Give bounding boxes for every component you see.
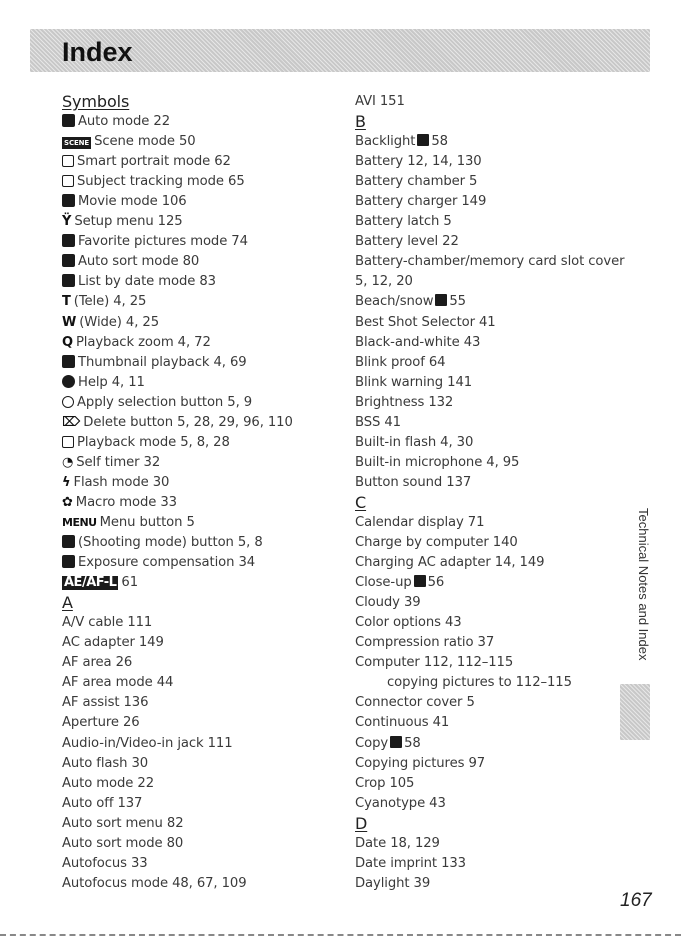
side-tab-marker bbox=[620, 684, 650, 740]
entry-text: Date imprint 133 bbox=[355, 855, 466, 871]
index-entry bbox=[355, 774, 645, 794]
macro-icon: ✿ bbox=[62, 494, 73, 510]
index-entry bbox=[62, 533, 322, 553]
index-entry bbox=[355, 272, 645, 292]
entry-text: Cloudy 39 bbox=[355, 595, 421, 611]
camera-icon bbox=[62, 114, 75, 127]
entry-text: (Shooting mode) button 5, 8 bbox=[78, 535, 263, 551]
index-entry bbox=[62, 854, 322, 874]
entry-text: Black-and-white 43 bbox=[355, 334, 481, 350]
entry-text: Scene mode 50 bbox=[94, 134, 196, 150]
entry-text: Computer 112, 112–115 bbox=[355, 655, 514, 671]
movie-icon bbox=[62, 194, 75, 207]
entry-text: B bbox=[355, 112, 366, 132]
entry-text: Exposure compensation 34 bbox=[78, 555, 256, 571]
index-entry bbox=[355, 212, 645, 232]
index-entry bbox=[62, 713, 322, 733]
entry-text: (Wide) 4, 25 bbox=[79, 314, 159, 330]
entry-text: Auto sort mode 80 bbox=[78, 254, 200, 270]
entry-text: 61 bbox=[121, 575, 139, 591]
entry-text: Calendar display 71 bbox=[355, 514, 485, 530]
favorite-icon bbox=[62, 234, 75, 247]
entry-text: Subject tracking mode 65 bbox=[77, 174, 245, 190]
entry-text: Autofocus 33 bbox=[62, 855, 148, 871]
index-entry bbox=[62, 373, 322, 393]
index-entry bbox=[62, 553, 322, 573]
index-entry bbox=[62, 232, 322, 252]
entry-text: Aperture 26 bbox=[62, 715, 140, 731]
index-entry bbox=[62, 513, 322, 533]
entry-text: Delete button 5, 28, 29, 96, 110 bbox=[83, 414, 293, 430]
index-entry bbox=[62, 734, 322, 754]
entry-text: Setup menu 125 bbox=[74, 214, 183, 230]
index-entry bbox=[355, 353, 645, 373]
entry-text: Auto mode 22 bbox=[62, 775, 154, 791]
index-entry bbox=[355, 633, 645, 653]
wide-icon: W bbox=[62, 314, 77, 330]
entry-text: copying pictures to 112–115 bbox=[387, 675, 572, 691]
section-heading bbox=[355, 112, 645, 132]
index-entry bbox=[62, 673, 322, 693]
index-entry bbox=[62, 313, 322, 333]
index-entry bbox=[355, 573, 645, 593]
entry-text: Playback mode 5, 8, 28 bbox=[77, 434, 230, 450]
entry-text: Macro mode 33 bbox=[75, 494, 177, 510]
index-entry bbox=[355, 473, 645, 493]
index-entry bbox=[62, 192, 322, 212]
index-entry bbox=[355, 553, 645, 573]
entry-text: Auto off 137 bbox=[62, 795, 143, 811]
index-entry bbox=[355, 854, 645, 874]
index-entry bbox=[62, 433, 322, 453]
entry-text: Copy bbox=[355, 735, 389, 751]
entry-text: AC adapter 149 bbox=[62, 635, 164, 651]
entry-text: Charge by computer 140 bbox=[355, 535, 518, 551]
entry-text: Self timer 32 bbox=[76, 454, 161, 470]
entry-text: Built-in flash 4, 30 bbox=[355, 434, 474, 450]
page-title: Index bbox=[62, 37, 133, 67]
entry-text: Copying pictures 97 bbox=[355, 755, 486, 771]
entry-text: D bbox=[355, 813, 368, 833]
entry-text: AF assist 136 bbox=[62, 695, 149, 711]
entry-page: 58 bbox=[404, 735, 421, 751]
entry-text: Compression ratio 37 bbox=[355, 635, 495, 651]
index-entry bbox=[355, 613, 645, 633]
exposure-icon bbox=[62, 555, 75, 568]
entry-text: Blink warning 141 bbox=[355, 374, 473, 390]
index-entry bbox=[62, 693, 322, 713]
entry-text: AVI 151 bbox=[355, 94, 405, 109]
entry-text: Playback zoom 4, 72 bbox=[75, 334, 211, 350]
entry-text: A bbox=[62, 593, 73, 613]
entry-text: Color options 43 bbox=[355, 615, 462, 631]
entry-text: Auto sort mode 80 bbox=[62, 835, 184, 851]
entry-text: Auto mode 22 bbox=[78, 114, 170, 130]
index-entry bbox=[62, 212, 322, 232]
index-entry bbox=[62, 473, 322, 493]
index-entry bbox=[62, 112, 322, 132]
index-entry bbox=[62, 814, 322, 834]
index-entry bbox=[355, 92, 645, 112]
delete-icon: ⌦ bbox=[62, 414, 81, 430]
index-entry bbox=[355, 593, 645, 613]
entry-text: Movie mode 106 bbox=[78, 194, 187, 210]
ok-icon bbox=[62, 396, 74, 408]
index-entry bbox=[355, 433, 645, 453]
index-entry bbox=[62, 653, 322, 673]
entry-text: Battery level 22 bbox=[355, 234, 459, 250]
playback-zoom-icon: Q bbox=[62, 334, 73, 350]
index-entry bbox=[62, 774, 322, 794]
entry-text: Close-up bbox=[355, 575, 412, 591]
index-entry bbox=[62, 393, 322, 413]
index-entry bbox=[62, 272, 322, 292]
index-entry bbox=[355, 453, 645, 473]
copy-icon bbox=[390, 736, 402, 748]
tele-icon: T bbox=[62, 294, 71, 310]
index-entry bbox=[355, 794, 645, 814]
index-entry bbox=[355, 874, 645, 894]
scene-icon: SCENE bbox=[64, 139, 90, 148]
entry-text: Favorite pictures mode 74 bbox=[78, 234, 248, 250]
index-entry bbox=[355, 734, 645, 754]
index-entry bbox=[355, 413, 645, 433]
page-number: 167 bbox=[620, 890, 652, 911]
index-entry bbox=[355, 673, 645, 693]
entry-text: Daylight 39 bbox=[355, 875, 431, 891]
entry-text: List by date mode 83 bbox=[78, 274, 216, 290]
entry-text: Crop 105 bbox=[355, 775, 415, 791]
index-entry bbox=[62, 573, 322, 593]
index-entry bbox=[62, 132, 322, 152]
entry-text: Battery chamber 5 bbox=[355, 174, 478, 190]
entry-page: 56 bbox=[427, 575, 445, 591]
index-entry bbox=[355, 513, 645, 533]
index-entry bbox=[62, 453, 322, 473]
index-entry bbox=[62, 613, 322, 633]
entry-text: C bbox=[355, 492, 367, 512]
index-entry bbox=[62, 834, 322, 854]
entry-page: 55 bbox=[449, 294, 466, 310]
index-entry bbox=[62, 172, 322, 192]
index-entry bbox=[355, 292, 645, 312]
index-entry bbox=[62, 493, 322, 513]
entry-text: A/V cable 111 bbox=[62, 615, 153, 631]
entry-text: Smart portrait mode 62 bbox=[77, 154, 231, 170]
entry-text: Blink proof 64 bbox=[355, 354, 446, 370]
help-icon bbox=[62, 375, 75, 388]
section-heading bbox=[355, 814, 645, 834]
index-entry bbox=[355, 834, 645, 854]
section-heading bbox=[62, 593, 322, 613]
entry-text: Best Shot Selector 41 bbox=[355, 314, 496, 330]
index-entry bbox=[62, 152, 322, 172]
index-entry bbox=[355, 192, 645, 212]
index-entry bbox=[355, 152, 645, 172]
side-tab-label: Technical Notes and Index bbox=[636, 508, 651, 661]
index-entry bbox=[62, 252, 322, 272]
entry-page: 58 bbox=[431, 134, 448, 150]
entry-text: Charging AC adapter 14, 149 bbox=[355, 555, 545, 571]
entry-text: Menu button 5 bbox=[99, 514, 195, 530]
subject-tracking-icon bbox=[62, 175, 74, 187]
menu-icon: MENU bbox=[62, 515, 97, 529]
entry-text: Connector cover 5 bbox=[355, 695, 475, 711]
entry-text: Built-in microphone 4, 95 bbox=[355, 454, 520, 470]
index-entry bbox=[355, 232, 645, 252]
index-entry bbox=[355, 693, 645, 713]
close-up-icon bbox=[414, 575, 426, 587]
index-entry bbox=[355, 252, 645, 272]
index-entry bbox=[62, 754, 322, 774]
entry-text: (Tele) 4, 25 bbox=[73, 294, 147, 310]
entry-text: Thumbnail playback 4, 69 bbox=[78, 354, 247, 370]
entry-text: Date 18, 129 bbox=[355, 835, 440, 851]
entry-text: BSS 41 bbox=[355, 414, 401, 430]
index-entry bbox=[355, 132, 645, 152]
entry-text: Battery latch 5 bbox=[355, 214, 452, 230]
entry-text: Battery charger 149 bbox=[355, 194, 487, 210]
index-entry bbox=[62, 333, 322, 353]
index-entry bbox=[355, 172, 645, 192]
entry-text: Audio-in/Video-in jack 111 bbox=[62, 735, 233, 751]
flash-icon: ϟ bbox=[62, 474, 71, 490]
entry-text: Button sound 137 bbox=[355, 474, 472, 490]
entry-text: Brightness 132 bbox=[355, 394, 454, 410]
index-entry bbox=[355, 393, 645, 413]
setup-icon: Ÿ bbox=[62, 214, 72, 230]
entry-text: Help 4, 11 bbox=[78, 374, 145, 390]
shooting-icon bbox=[62, 535, 75, 548]
entry-text: Auto flash 30 bbox=[62, 755, 149, 771]
index-column-right bbox=[355, 92, 645, 894]
entry-text: 5, 12, 20 bbox=[355, 274, 413, 290]
entry-text: Cyanotype 43 bbox=[355, 795, 446, 811]
ae-af-lock-icon: AE/AF-L bbox=[64, 575, 117, 591]
section-heading bbox=[355, 493, 645, 513]
self-timer-icon: ◔ bbox=[62, 454, 74, 470]
index-entry bbox=[355, 313, 645, 333]
index-entry bbox=[355, 754, 645, 774]
index-entry bbox=[62, 292, 322, 312]
index-entry bbox=[62, 633, 322, 653]
entry-text: AF area mode 44 bbox=[62, 675, 174, 691]
entry-text: Battery 12, 14, 130 bbox=[355, 154, 482, 170]
index-entry bbox=[355, 533, 645, 553]
entry-text: Autofocus mode 48, 67, 109 bbox=[62, 875, 247, 891]
auto-sort-icon bbox=[62, 254, 75, 267]
index-column-left bbox=[62, 92, 322, 894]
entry-text: Apply selection button 5, 9 bbox=[77, 394, 253, 410]
entry-text: Beach/snow bbox=[355, 294, 434, 310]
entry-text: Flash mode 30 bbox=[73, 474, 170, 490]
entry-text: Backlight bbox=[355, 134, 416, 150]
index-entry bbox=[355, 653, 645, 673]
index-entry bbox=[355, 333, 645, 353]
entry-text: Symbols bbox=[62, 92, 130, 111]
beach-snow-icon bbox=[435, 294, 447, 306]
backlight-icon bbox=[417, 134, 429, 146]
section-heading bbox=[62, 92, 322, 112]
index-entry bbox=[62, 794, 322, 814]
index-entry bbox=[355, 373, 645, 393]
playback-icon bbox=[62, 436, 74, 448]
list-by-date-icon bbox=[62, 274, 75, 287]
entry-text: Battery-chamber/memory card slot cover bbox=[355, 254, 625, 270]
index-entry bbox=[62, 874, 322, 894]
index-entry bbox=[355, 713, 645, 733]
smart-portrait-icon bbox=[62, 155, 74, 167]
entry-text: Continuous 41 bbox=[355, 715, 450, 731]
index-entry bbox=[62, 413, 322, 433]
footer-rule bbox=[0, 934, 681, 936]
thumbnail-icon bbox=[62, 355, 75, 368]
entry-text: AF area 26 bbox=[62, 655, 133, 671]
index-entry bbox=[62, 353, 322, 373]
entry-text: Auto sort menu 82 bbox=[62, 815, 184, 831]
